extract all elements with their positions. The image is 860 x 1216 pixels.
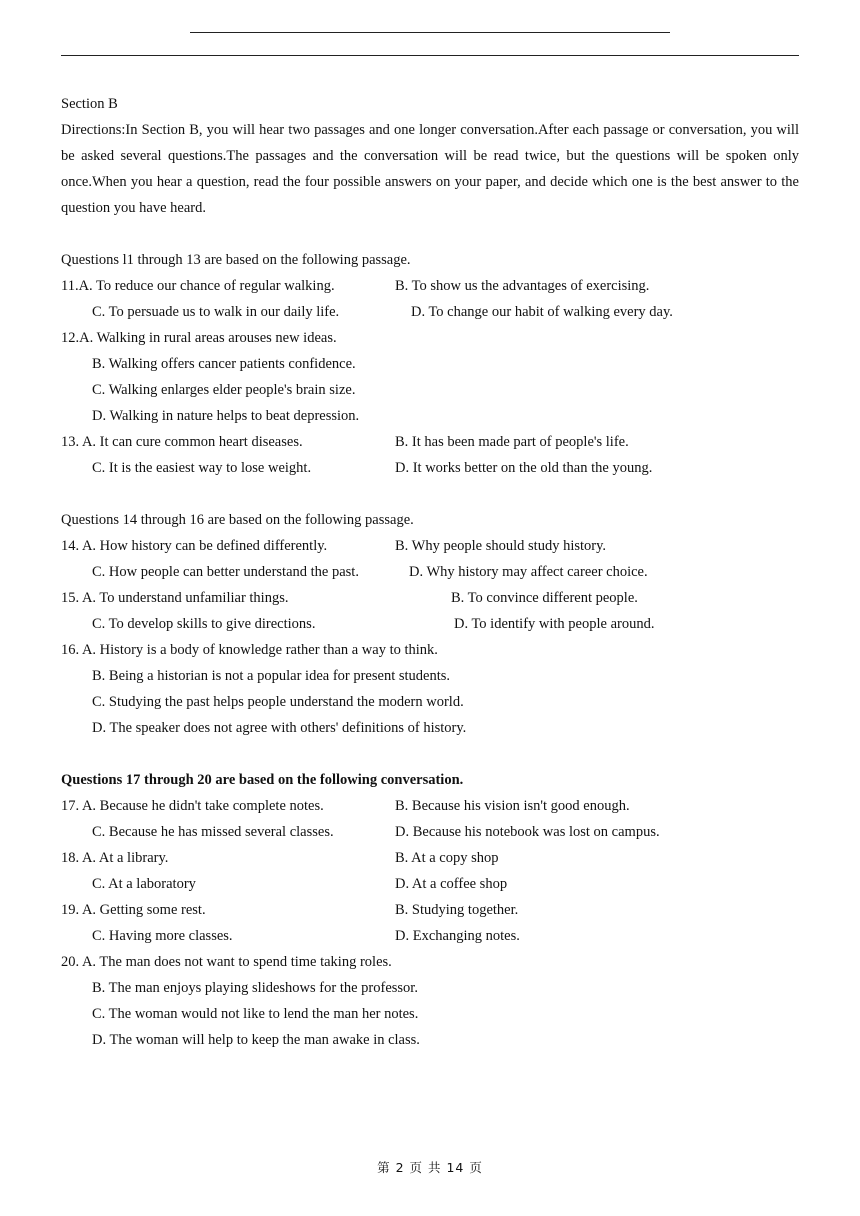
q16-option-c: C. Studying the past helps people understand the modern world. [92, 694, 464, 710]
q18-option-b: B. At a copy shop [395, 850, 499, 866]
q20-option-c: C. The woman would not like to lend the man her notes. [92, 1006, 419, 1022]
q15-option-a: 15. A. To understand unfamiliar things. [61, 590, 289, 606]
q18-option-c: C. At a laboratory [92, 876, 196, 892]
question-19-row2 [61, 923, 799, 949]
q17-option-d: D. Because his notebook was lost on campus. [395, 824, 660, 840]
directions: Directions:In Section B, you will hear two passages and one longer conversation.After each passage or conversation, you will be asked several questions.The passages and the conversation will be read twice, but the questions will be spoken only once.When you hear a question, read the four possible answers on your paper, and decide which one is the best answer to the question you have heard. [61, 122, 799, 216]
q17-option-c: C. Because he has missed several classes. [92, 824, 334, 840]
q16-option-a: 16. A. History is a body of knowledge rather than a way to think. [61, 642, 438, 658]
q13-option-b: B. It has been made part of people's life. [395, 434, 629, 450]
group2-heading: Questions 14 through 16 are based on the following passage. [61, 512, 414, 528]
q18-option-d: D. At a coffee shop [395, 876, 508, 892]
q19-option-d: D. Exchanging notes. [395, 928, 520, 944]
question-13-row1 [61, 429, 799, 455]
question-17-row1 [61, 793, 799, 819]
q12-option-c: C. Walking enlarges elder people's brain size. [92, 382, 356, 398]
q12-option-d: D. Walking in nature helps to beat depression. [92, 408, 360, 424]
q14-option-b: B. Why people should study history. [395, 538, 607, 554]
q11-option-d: D. To change our habit of walking every day. [411, 304, 673, 320]
q13-option-a: 13. A. It can cure common heart diseases. [61, 434, 303, 450]
question-11-row2 [61, 299, 799, 325]
question-14-row1 [61, 533, 799, 559]
q17-option-b: B. Because his vision isn't good enough. [395, 798, 630, 814]
q17-option-a: 17. A. Because he didn't take complete notes. [61, 798, 324, 814]
question-13-row2 [61, 455, 799, 481]
question-18-row1 [61, 845, 799, 871]
q20-option-b: B. The man enjoys playing slideshows for the professor. [92, 980, 418, 996]
q14-option-a: 14. A. How history can be defined differently. [61, 538, 328, 554]
q16-option-b: B. Being a historian is not a popular idea for present students. [92, 668, 450, 684]
question-15-row1 [61, 585, 799, 611]
question-15-row2 [61, 611, 799, 637]
header-rule-short [190, 32, 670, 33]
question-11-row1 [61, 273, 799, 299]
q14-option-d: D. Why history may affect career choice. [409, 564, 648, 580]
section-title: Section B [61, 96, 118, 112]
question-19-row1 [61, 897, 799, 923]
q14-option-c: C. How people can better understand the past. [92, 564, 359, 580]
q15-option-d: D. To identify with people around. [454, 616, 655, 632]
q12-option-a: 12.A. Walking in rural areas arouses new ideas. [61, 330, 337, 346]
group1-heading: Questions l1 through 13 are based on the following passage. [61, 252, 411, 268]
q19-option-a: 19. A. Getting some rest. [61, 902, 206, 918]
q13-option-d: D. It works better on the old than the young. [395, 460, 653, 476]
q19-option-c: C. Having more classes. [92, 928, 233, 944]
q11-option-c: C. To persuade us to walk in our daily life. [92, 304, 340, 320]
q20-option-d: D. The woman will help to keep the man awake in class. [92, 1032, 420, 1048]
q13-option-c: C. It is the easiest way to lose weight. [92, 460, 312, 476]
header-rule-long [61, 55, 799, 56]
q11-option-b: B. To show us the advantages of exercising. [395, 278, 650, 294]
q18-option-a: 18. A. At a library. [61, 850, 169, 866]
question-14-row2 [61, 559, 799, 585]
page-number-footer: 第 2 页 共 14 页 [377, 1160, 483, 1175]
question-18-row2 [61, 871, 799, 897]
page-content [61, 91, 799, 1053]
question-17-row2 [61, 819, 799, 845]
q15-option-c: C. To develop skills to give directions. [92, 616, 316, 632]
q12-option-b: B. Walking offers cancer patients confidence. [92, 356, 356, 372]
group3-heading: Questions 17 through 20 are based on the following conversation. [61, 772, 464, 788]
q20-option-a: 20. A. The man does not want to spend time taking roles. [61, 954, 392, 970]
q16-option-d: D. The speaker does not agree with others' definitions of history. [92, 720, 467, 736]
q11-option-a: 11.A. To reduce our chance of regular walking. [61, 278, 335, 294]
q19-option-b: B. Studying together. [395, 902, 519, 918]
q15-option-b: B. To convince different people. [451, 590, 638, 606]
